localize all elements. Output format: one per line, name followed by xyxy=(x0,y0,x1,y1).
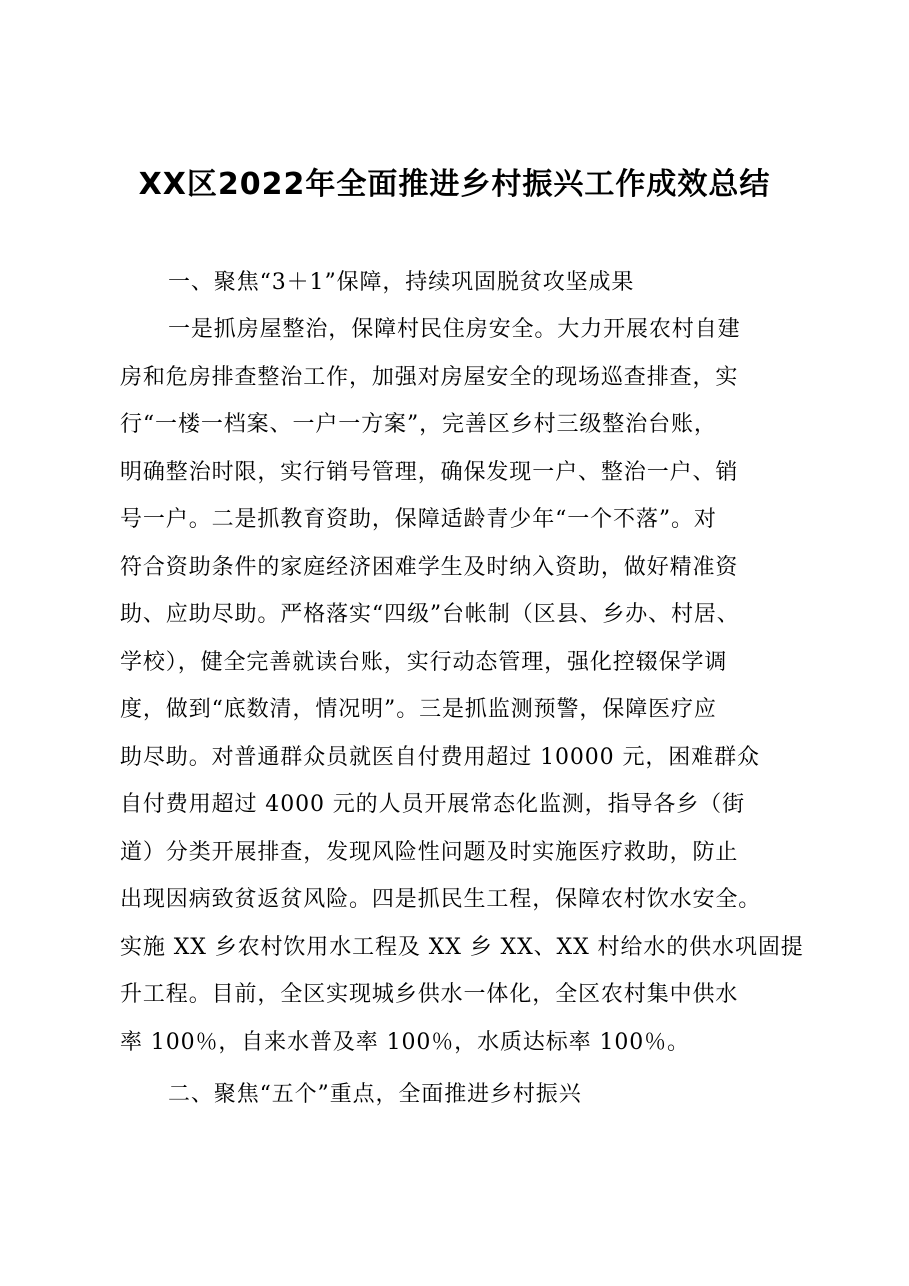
paragraph-line: 一是抓房屋整治，保障村民住房安全。大力开展农村自建 xyxy=(168,317,741,342)
section-heading-2: 二、聚焦“五个”重点，全面推进乡村振兴 xyxy=(168,1082,582,1107)
paragraph-line: 实施 XX 乡农村饮用水工程及 XX 乡 XX、XX 村给水的供水巩固提 xyxy=(120,935,804,960)
paragraph-line: 房和危房排查整治工作，加强对房屋安全的现场巡查排查，实 xyxy=(120,365,739,390)
paragraph-line: 度，做到“底数清，情况明”。三是抓监测预警，保障医疗应 xyxy=(120,697,717,722)
paragraph-line: 助、应助尽助。严格落实“四级”台帐制（区县、乡办、村居、 xyxy=(120,602,740,627)
paragraph-line: 行“一楼一档案、一户一方案”，完善区乡村三级整治台账， xyxy=(120,412,717,437)
paragraph-line: 号一户。二是抓教育资助，保障适龄青少年“一个不落”。对 xyxy=(120,507,717,532)
paragraph-line: 符合资助条件的家庭经济困难学生及时纳入资助，做好精准资 xyxy=(120,555,739,580)
document-title: XX区2022年全面推进乡村振兴工作成效总结 xyxy=(138,167,771,202)
paragraph-line: 出现因病致贫返贫风险。四是抓民生工程，保障农村饮水安全。 xyxy=(120,887,762,912)
paragraph-line: 助尽助。对普通群众员就医自付费用超过 10000 元，困难群众 xyxy=(120,745,760,770)
paragraph-line: 率 100％，自来水普及率 100％，水质达标率 100％。 xyxy=(120,1030,690,1055)
paragraph-line: 明确整治时限，实行销号管理，确保发现一户、整治一户、销 xyxy=(120,460,739,485)
section-heading-1: 一、聚焦“3＋1”保障，持续巩固脱贫攻坚成果 xyxy=(168,270,635,295)
paragraph-line: 升工程。目前，全区实现城乡供水一体化，全区农村集中供水 xyxy=(120,982,739,1007)
paragraph-line: 自付费用超过 4000 元的人员开展常态化监测，指导各乡（街 xyxy=(120,792,745,817)
paragraph-line: 道）分类开展排查，发现风险性问题及时实施医疗救助，防止 xyxy=(120,840,739,865)
paragraph-line: 学校），健全完善就读台账，实行动态管理，强化控辍保学调 xyxy=(120,650,728,675)
